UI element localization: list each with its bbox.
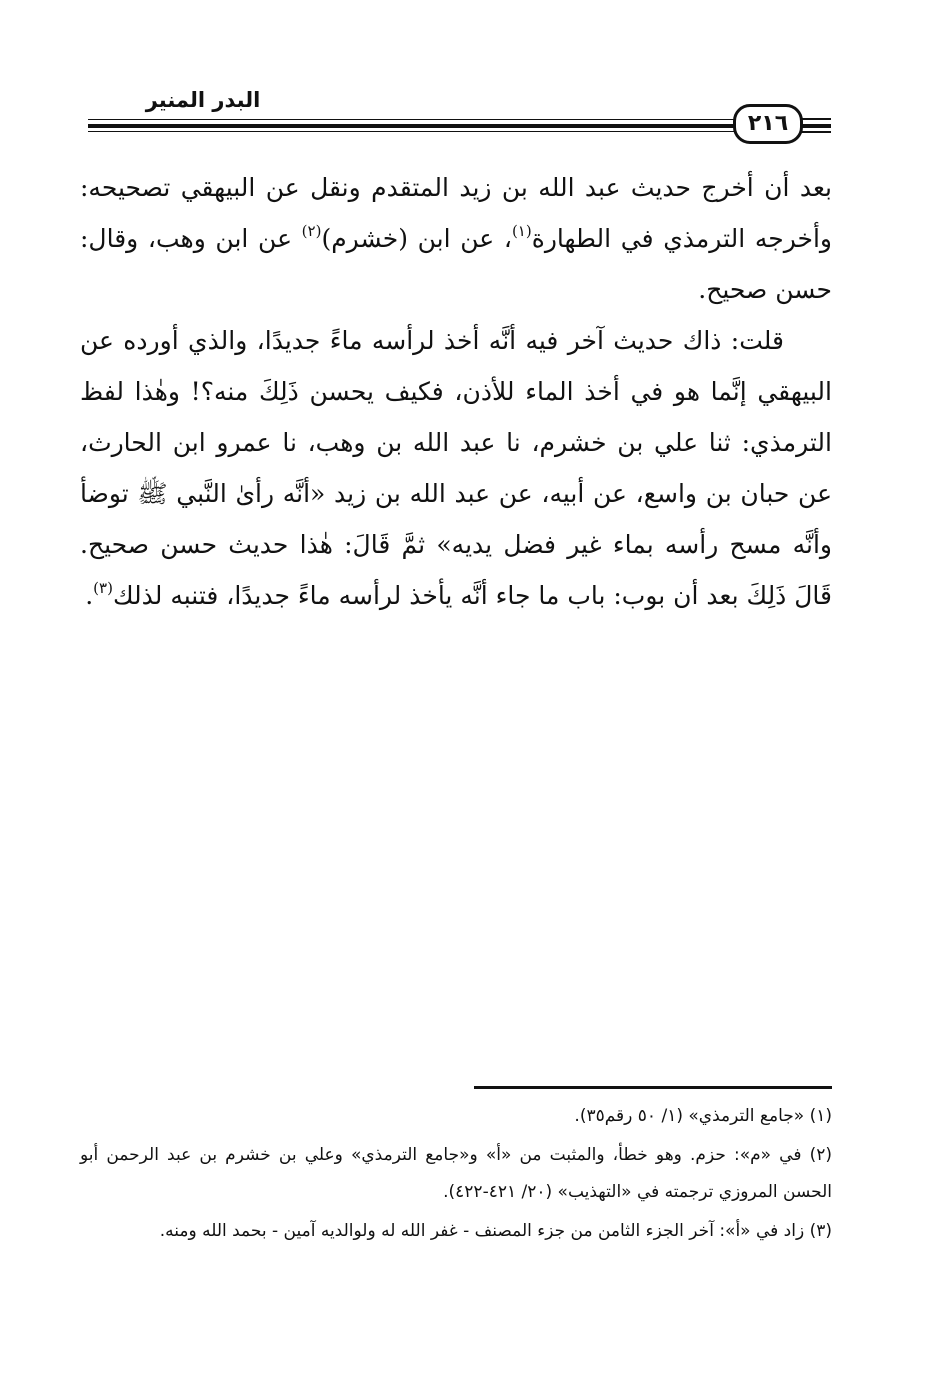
footnote-ref-2[interactable]: (٢) (301, 222, 322, 240)
header-rule-right-main (800, 124, 831, 128)
paragraph-text: بعد أن أخرج حديث عبد الله بن زيد المتقدم ونقل عن البيهقي تصحيحه: وأخرجه الترمذي في الطهارة (80, 173, 832, 253)
main-text (80, 162, 832, 621)
paragraph-1 (80, 162, 832, 315)
paragraph-text: . (85, 581, 94, 610)
page-number: ٢١٦ (733, 104, 803, 144)
header-rule-right-top (800, 118, 831, 120)
running-header-title: البدر المنير (145, 88, 261, 112)
paragraph-text: عن ابن وهب، وقال: حسن صحيح. (80, 224, 832, 304)
paragraph-2 (80, 315, 832, 621)
footnote-1: (١) «جامع الترمذي» (١/ ٥٠ رقم٣٥). (574, 1106, 832, 1126)
paragraph-text: قلت: ذاك حديث آخر فيه أنَّه أخذ لرأسه ماءً جديدًا، والذي أورده عن البيهقي إنَّما هو في أخذ الماء للأذن، فكيف يحسن ذَلِكَ منه؟! وهٰذا لفظ الترمذي: ثنا علي بن خشرم، نا عبد الله بن وهب، نا عمرو ابن الحارث، عن حبان بن واسع، عن أبيه، عن عبد الله بن زيد «أنَّه رأىٰ النَّبي ﷺ توضأ وأنَّه مسح رأسه بماء غير فضل يديه» ثمَّ قَالَ: هٰذا حديث حسن صحيح. قَالَ ذَلِكَ بعد أن بوب: باب ما جاء أنَّه يأخذ لرأسه ماءً جديدًا، فتنبه لذلك (80, 326, 832, 610)
header-rule-bottom (88, 131, 734, 132)
header-rule-main (88, 124, 734, 128)
footnotes (80, 1098, 832, 1252)
footnote-ref-3[interactable]: (٣) (93, 579, 113, 597)
header-rule-top (88, 119, 734, 120)
footnote-separator (474, 1086, 832, 1089)
footnote-3: (٣) زاد في «أ»: آخر الجزء الثامن من جزء المصنف - غفر الله له ولوالديه آمين - بحمد الله ومنه. (159, 1221, 832, 1241)
paragraph-text: ، عن ابن (خشرم) (321, 224, 512, 253)
footnote-2: (٢) في «م»: حزم. وهو خطأ، والمثبت من «أ» و«جامع الترمذي» وعلي بن خشرم بن عبد الرحمن أبو الحسن المروزي ترجمته في «التهذيب» (٢٠/ ٤٢١-٤٢٢). (80, 1145, 832, 1202)
footnote-ref-1[interactable]: (١) (511, 222, 532, 240)
header-rule-right-bottom (800, 131, 831, 133)
